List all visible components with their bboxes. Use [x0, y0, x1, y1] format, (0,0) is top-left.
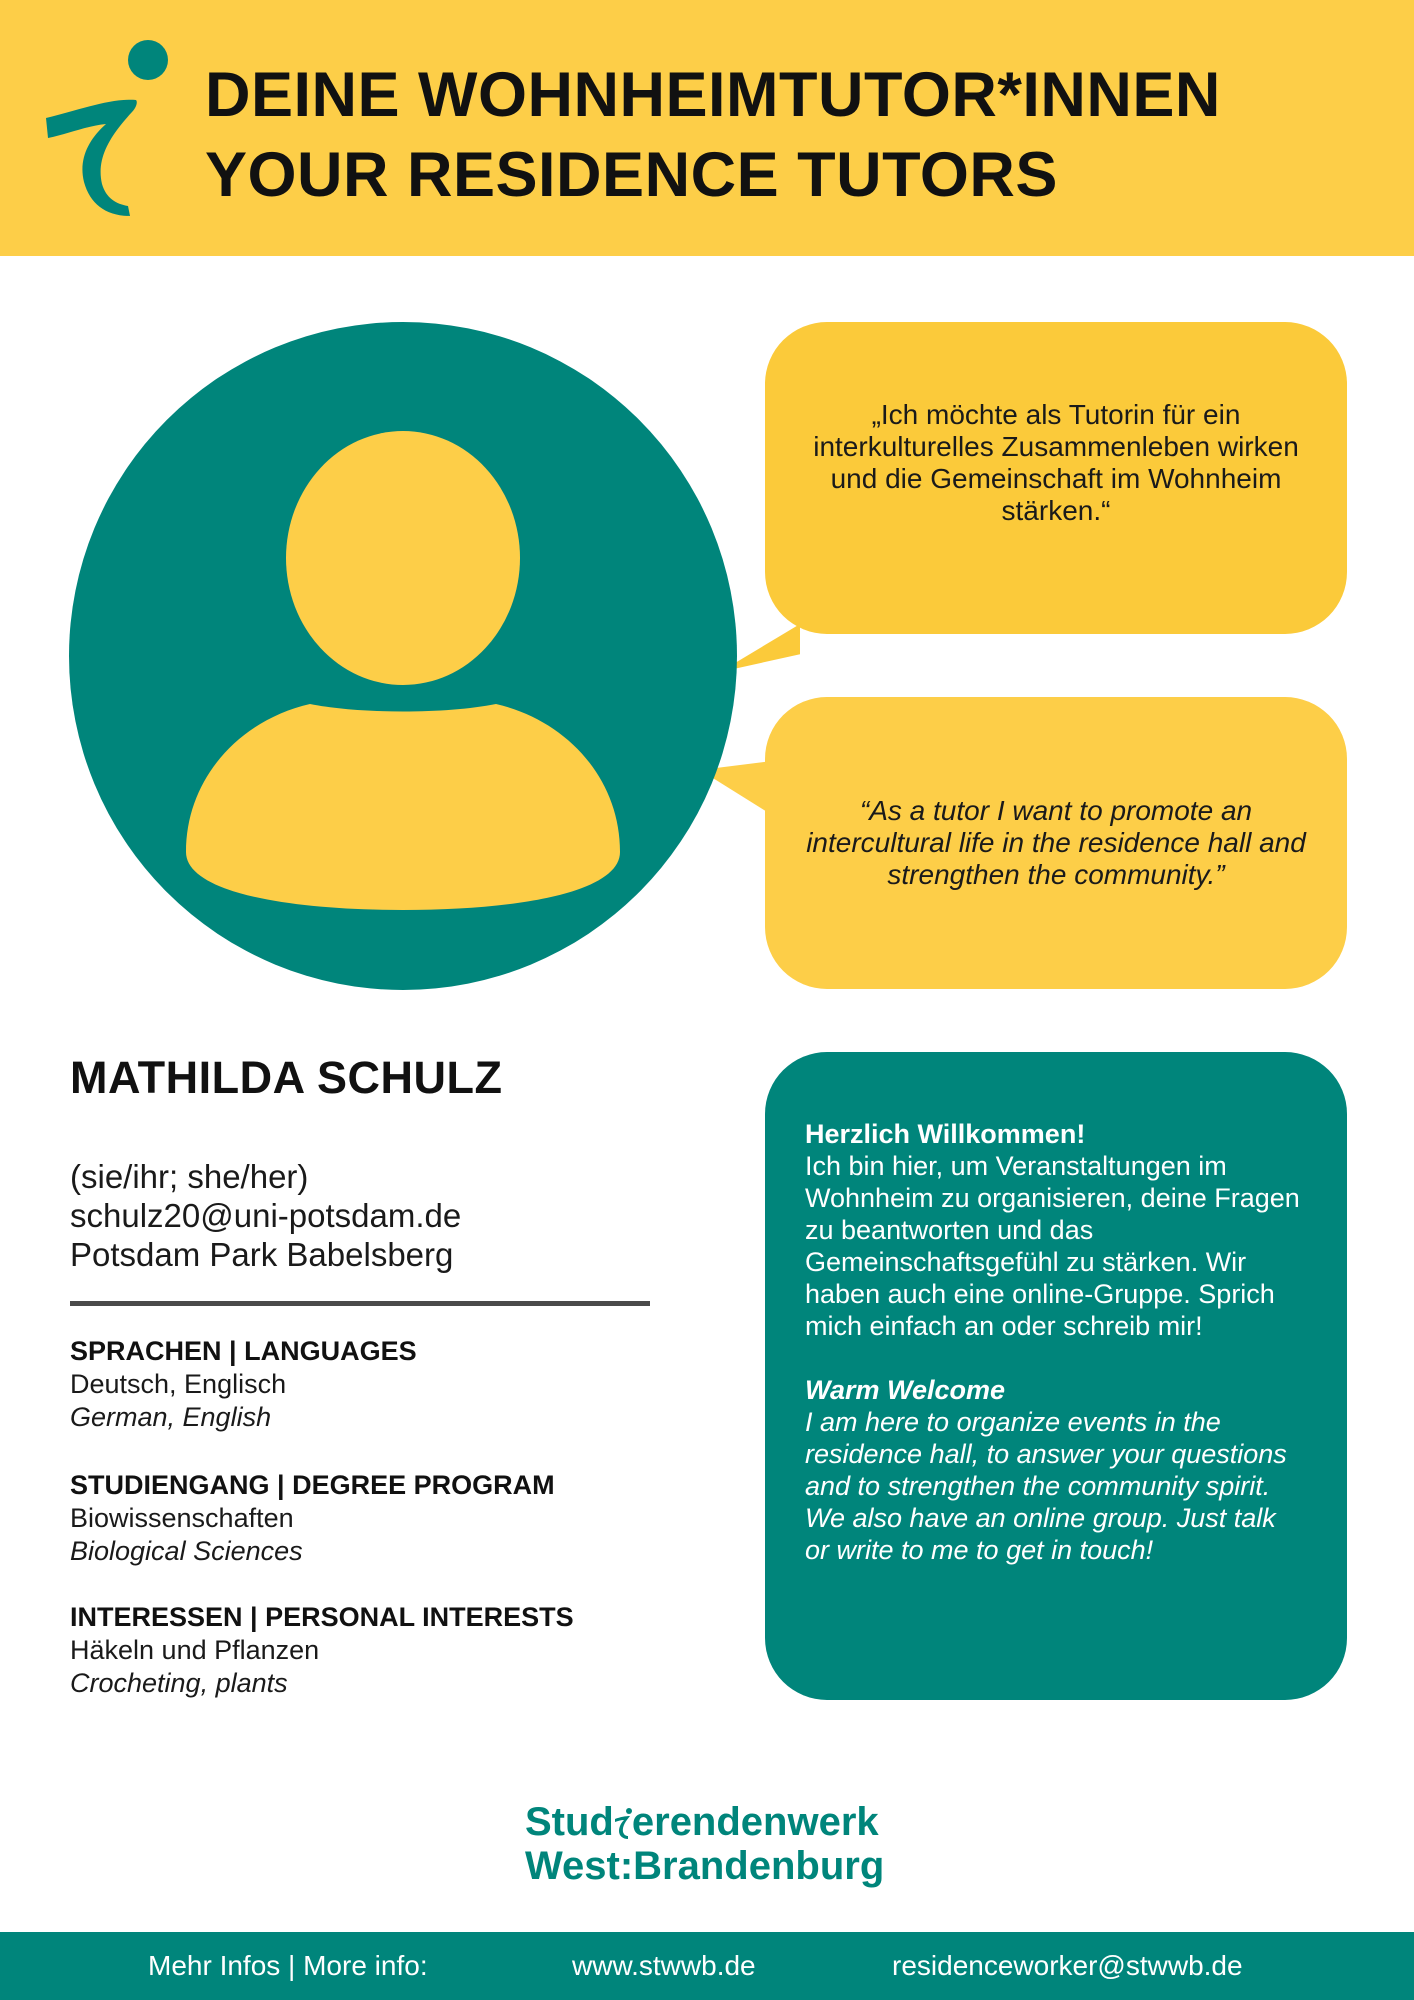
welcome-english-text: I am here to organize events in the residence hall, to answer your questions and to strengthen the community spirit. We also have an online group. Just talk or write to me to get in touch!: [805, 1407, 1287, 1565]
brand-wordmark: [525, 1800, 884, 1888]
degree-german: Biowissenschaften: [70, 1503, 294, 1533]
page-title: [205, 55, 1221, 215]
quote-bubble-english: [765, 697, 1347, 989]
brand-i-icon: [614, 1807, 632, 1839]
languages-section: [70, 1335, 417, 1434]
brand-logo-icon: [40, 38, 180, 218]
languages-heading: SPRACHEN | LANGUAGES: [70, 1336, 417, 1366]
pronouns: (sie/ihr; she/her): [70, 1158, 309, 1195]
footer-email-link[interactable]: residenceworker@stwwb.de: [892, 1950, 1243, 1981]
brand-line1-start: Stud: [525, 1800, 614, 1844]
interests-german: Häkeln und Pflanzen: [70, 1635, 320, 1665]
contact-block: [70, 1157, 461, 1274]
footer-bar: [0, 1932, 1414, 2000]
brand-line1-end: erendenwerk: [631, 1800, 879, 1844]
welcome-box: [765, 1052, 1347, 1700]
header-banner: [0, 0, 1414, 256]
welcome-english-heading: Warm Welcome: [805, 1375, 1006, 1405]
footer-more-info-label: Mehr Infos | More info:: [148, 1950, 428, 1981]
welcome-english: [805, 1374, 1307, 1566]
title-english: YOUR RESIDENCE TUTORS: [205, 140, 1058, 210]
welcome-german-heading: Herzlich Willkommen!: [805, 1119, 1086, 1149]
divider: [70, 1301, 650, 1306]
residence-location: Potsdam Park Babelsberg: [70, 1236, 454, 1273]
quote-german: „Ich möchte als Tutorin für ein interkulturelles Zusammenleben wirken und die Gemeinschaft im Wohnheim stärken.“: [813, 399, 1299, 526]
email-address[interactable]: schulz20@uni-potsdam.de: [70, 1197, 462, 1234]
footer-website-link[interactable]: www.stwwb.de: [572, 1950, 756, 1981]
degree-english: Biological Sciences: [70, 1536, 303, 1566]
welcome-german-text: Ich bin hier, um Veranstaltungen im Wohnheim zu organisieren, deine Fragen zu beantworten und das Gemeinschaftsgefühl zu stärken. Wir haben auch eine online-Gruppe. Sprich mich einfach an oder schreib mir!: [805, 1151, 1300, 1341]
tutor-name: MATHILDA SCHULZ: [70, 1052, 503, 1103]
welcome-german: [805, 1118, 1307, 1342]
avatar: [0, 300, 800, 1020]
quote-english: “As a tutor I want to promote an intercultural life in the residence hall and strengthen the community.”: [806, 795, 1306, 890]
languages-english: German, English: [70, 1402, 272, 1432]
degree-heading: STUDIENGANG | DEGREE PROGRAM: [70, 1470, 555, 1500]
languages-german: Deutsch, Englisch: [70, 1369, 287, 1399]
title-german: DEINE WOHNHEIMTUTOR*INNEN: [205, 60, 1221, 130]
interests-section: [70, 1601, 574, 1700]
degree-section: [70, 1469, 555, 1568]
quote-bubble-german: [765, 322, 1347, 634]
interests-heading: INTERESSEN | PERSONAL INTERESTS: [70, 1602, 574, 1632]
brand-line2: West:Brandenburg: [525, 1844, 885, 1888]
interests-english: Crocheting, plants: [70, 1668, 288, 1698]
